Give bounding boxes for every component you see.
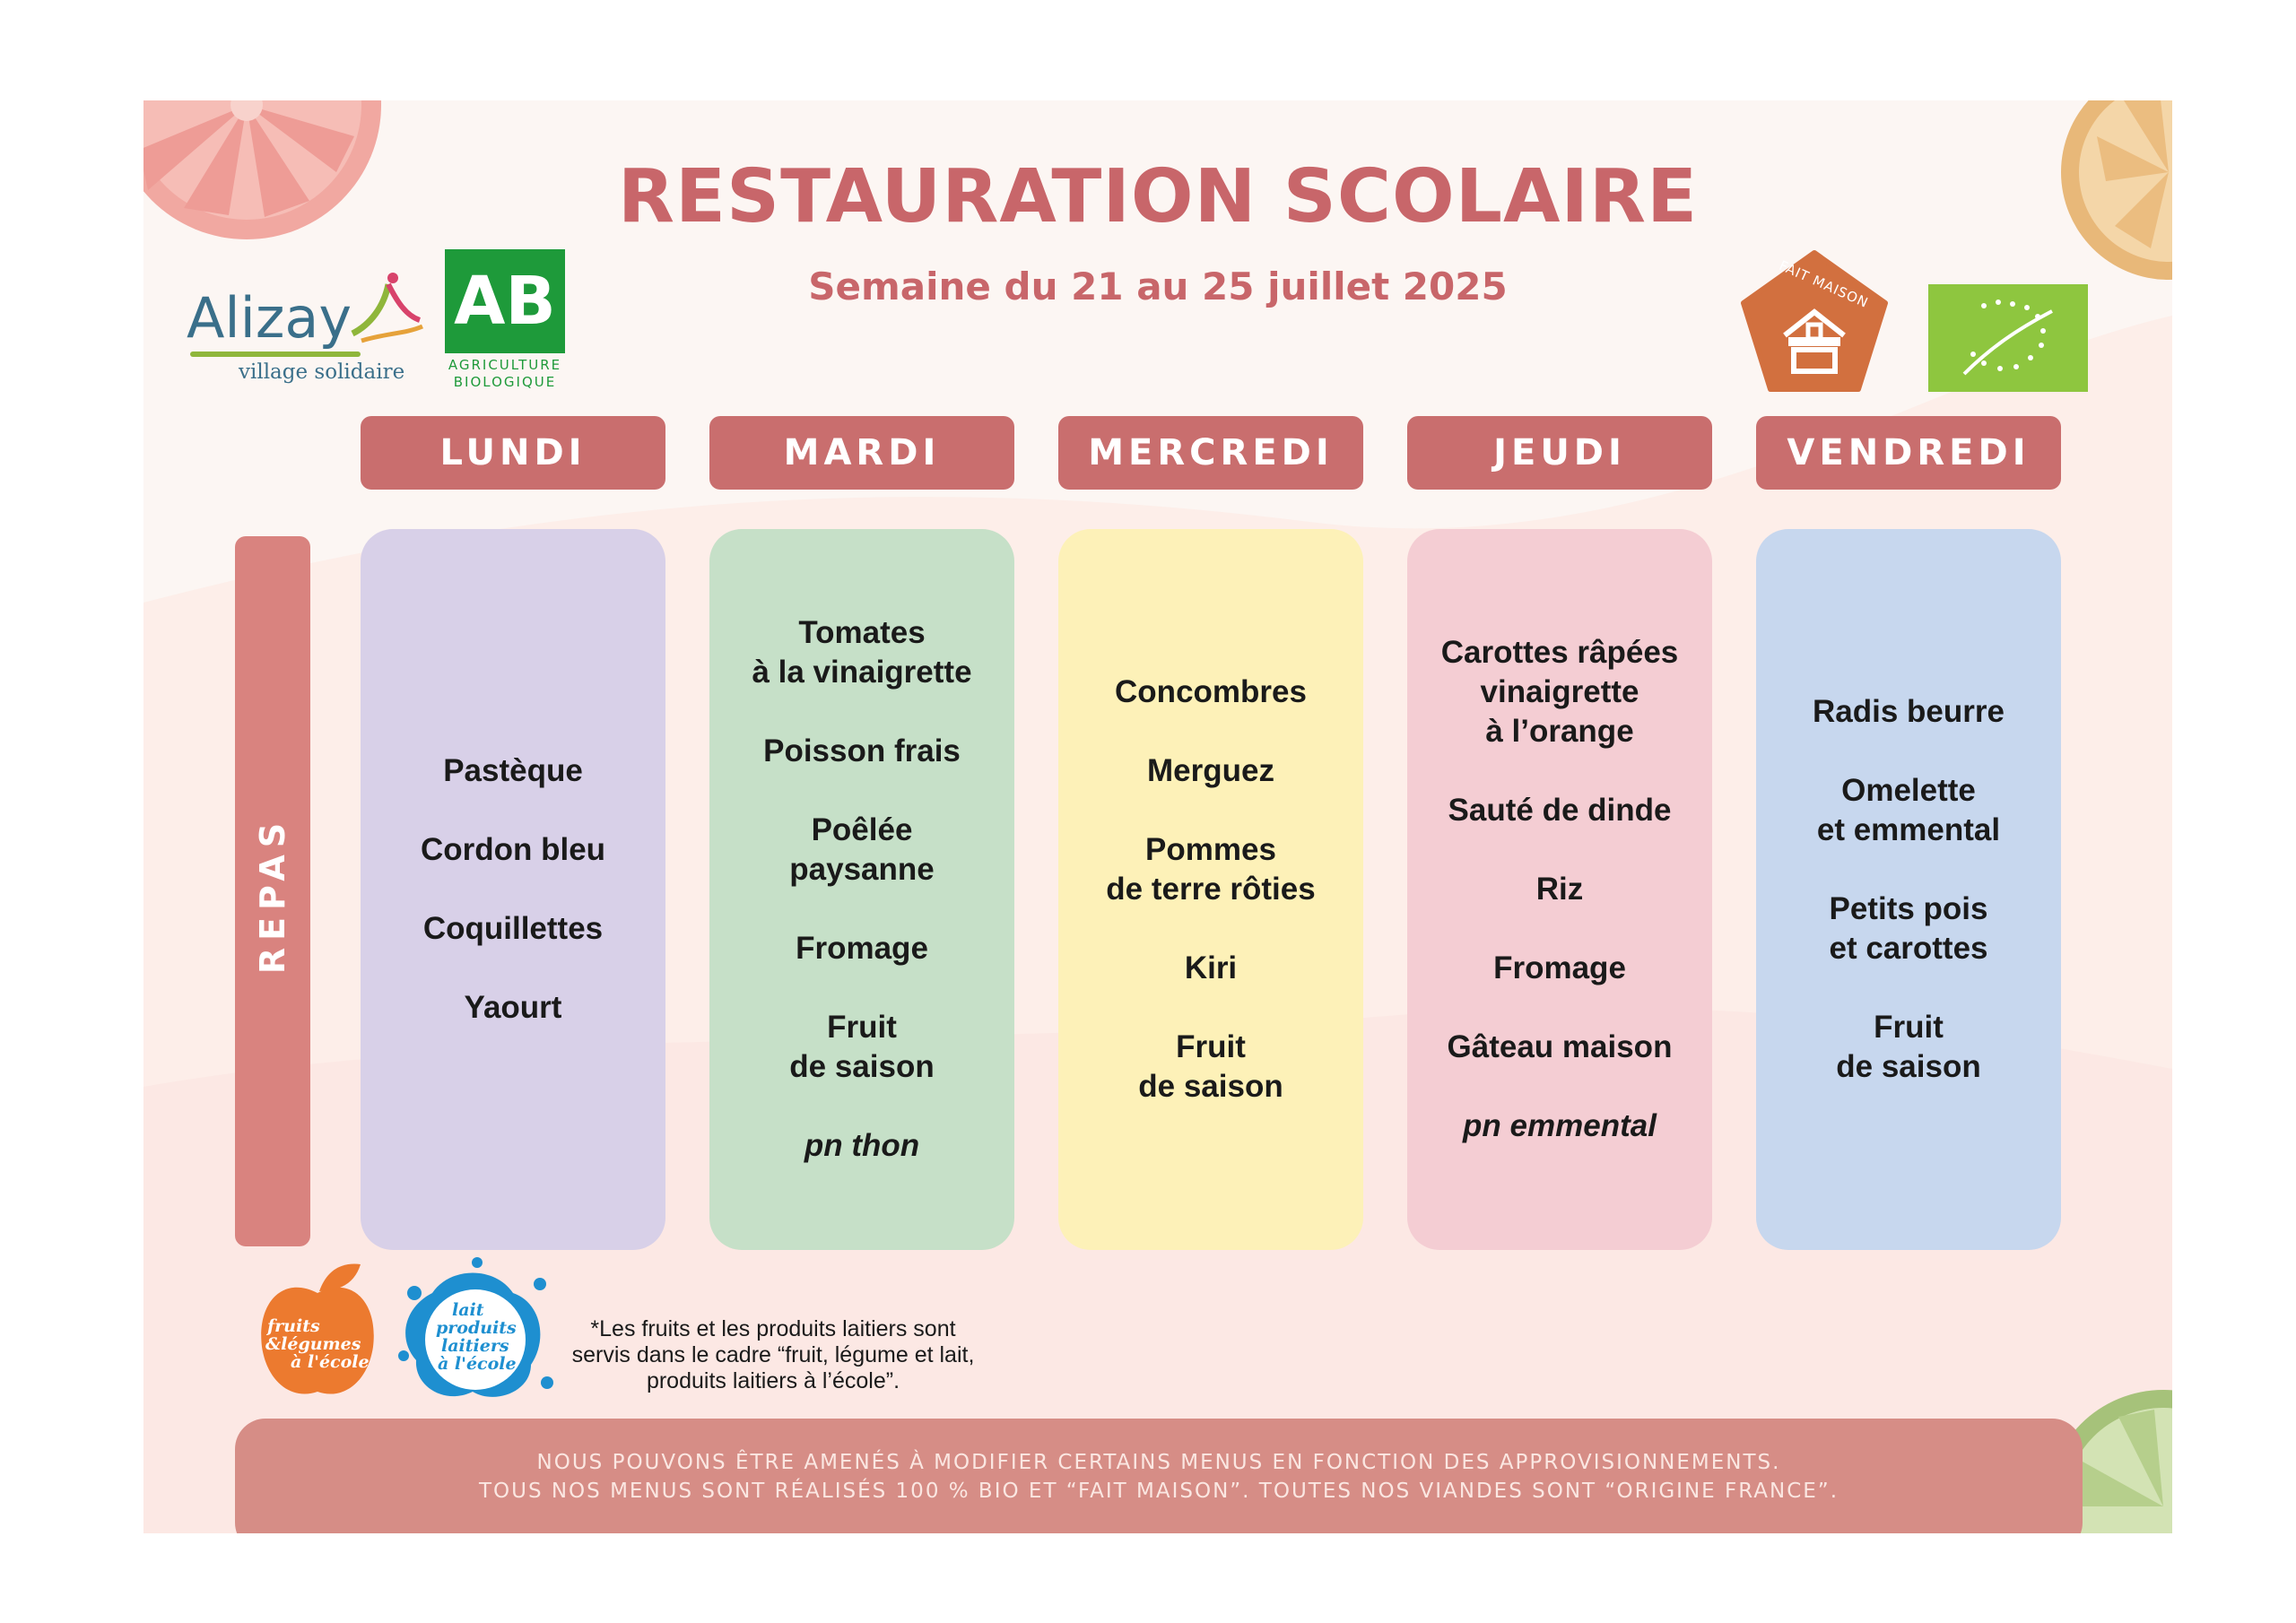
menu-item: Radis beurre [1813, 694, 2005, 729]
alizay-figure-icon [344, 271, 424, 352]
day-header-vendredi: VENDREDI [1756, 416, 2061, 490]
alizay-name: Alizay [187, 285, 352, 351]
menu-item: pn emmental [1463, 1108, 1657, 1143]
menu-column-mardi [709, 529, 1014, 1250]
menu-item: Cordon bleu [420, 832, 606, 867]
alizay-tagline: village solidaire [239, 360, 405, 384]
day-header-lundi: LUNDI [361, 416, 665, 490]
footer-line-1: NOUS POUVONS ÊTRE AMENÉS À MODIFIER CERTAINS MENUS EN FONCTION DES APPROVISIONNEMENTS. [536, 1451, 1781, 1474]
menu-item: pn thon [804, 1128, 920, 1163]
menu-sheet [144, 100, 2172, 1533]
day-header-jeudi: JEUDI [1407, 416, 1712, 490]
lait-line2: produits [436, 1318, 517, 1338]
menu-item: Petits pois et carottes [1829, 891, 1988, 966]
menu-item: Riz [1535, 872, 1584, 907]
menu-item: Pastèque [443, 753, 583, 788]
lait-line1: lait [452, 1300, 484, 1320]
repas-row-label: REPAS [253, 815, 292, 975]
menu-item: Yaourt [464, 990, 562, 1025]
day-header-mercredi: MERCREDI [1058, 416, 1363, 490]
menu-item: Poisson frais [763, 733, 961, 768]
menu-item: Fruit de saison [789, 1010, 935, 1084]
fait-maison-badge [1740, 249, 1889, 395]
alizay-logo [187, 273, 420, 398]
ab-line2: BIOLOGIQUE [453, 374, 557, 390]
menu-item: Concombres [1115, 674, 1307, 709]
menu-item: Poêlée paysanne [789, 812, 935, 887]
menu-item: Merguez [1147, 753, 1274, 788]
menu-item: Fruit de saison [1138, 1029, 1283, 1104]
day-header-mardi: MARDI [709, 416, 1014, 490]
menu-column-lundi [361, 529, 665, 1250]
menu-column-jeudi [1407, 529, 1712, 1250]
menu-item: Coquillettes [422, 911, 604, 946]
menu-item: Carottes râpées vinaigrette à l’orange [1440, 635, 1679, 749]
menu-column-vendredi [1756, 529, 2061, 1250]
menu-item: Pommes de terre rôties [1106, 832, 1316, 907]
menu-column-mercredi [1058, 529, 1363, 1250]
dairy-fruit-note: *Les fruits et les produits laitiers sont servis dans le cadre “fruit, légume et lait, produits laitiers à l’école”. [571, 1316, 975, 1393]
menu-item: Gâteau maison [1447, 1029, 1673, 1064]
ab-logo [445, 249, 565, 393]
fruits-line1: fruits [267, 1316, 320, 1336]
week-subtitle: Semaine du 21 au 25 juillet 2025 [808, 265, 1508, 308]
lait-line4: à l'école [438, 1354, 517, 1374]
fruits-line2: &légumes [265, 1334, 361, 1354]
menu-item: Fruit de saison [1836, 1010, 1981, 1084]
lait-produits-laitiers-ecole-logo [396, 1257, 554, 1410]
menu-item: Fromage [1493, 950, 1626, 985]
fruits-legumes-ecole-logo [257, 1257, 378, 1401]
lait-line3: laitiers [441, 1336, 509, 1356]
ab-letters: AB [454, 263, 556, 340]
menu-item: Tomates à la vinaigrette [752, 615, 972, 690]
eu-organic-leaf-icon [1928, 284, 2088, 392]
menu-item: Omelette et emmental [1816, 773, 2001, 847]
footer-banner [235, 1419, 2083, 1533]
footer-line-2: TOUS NOS MENUS SONT RÉALISÉS 100 % BIO ET “FAIT MAISON”. TOUTES NOS VIANDES SONT “ORIGINE FRANCE”. [478, 1480, 1839, 1503]
menu-item: Fromage [796, 931, 928, 966]
menu-item: Kiri [1184, 950, 1238, 985]
ab-line1: AGRICULTURE [448, 357, 562, 373]
menu-item: Sauté de dinde [1448, 793, 1672, 828]
page-title: RESTAURATION SCOLAIRE [617, 154, 1699, 239]
fait-maison-label: FAIT MAISON [1776, 257, 1872, 311]
fruits-line3: à l'école [291, 1352, 370, 1372]
alizay-swoosh [190, 352, 361, 357]
